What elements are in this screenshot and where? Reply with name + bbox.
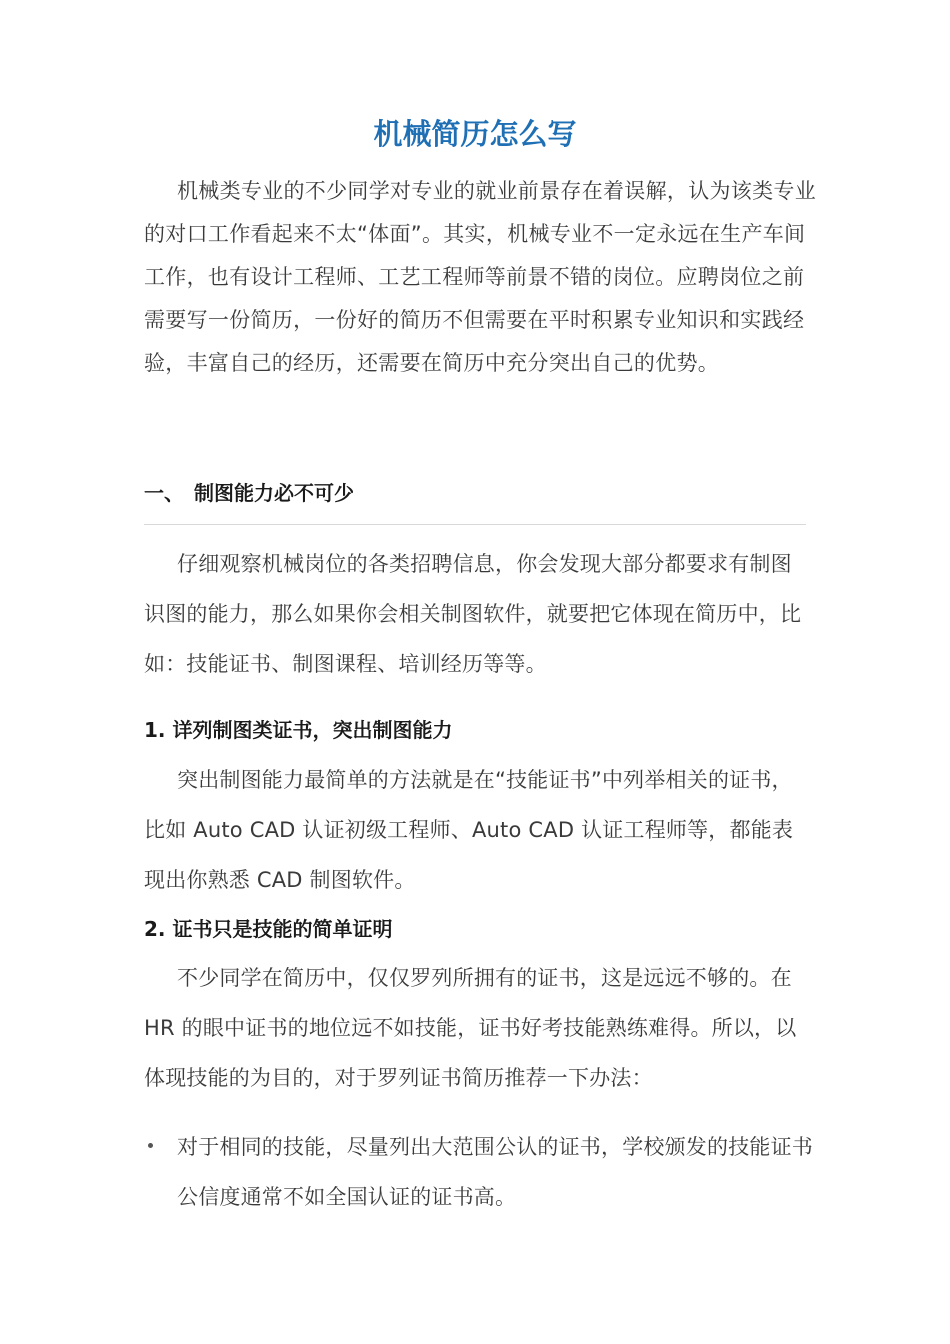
list-item-text: 对于相同的技能，尽量列出大范围公认的证书，学校颁发的技能证书公信度通常不如全国认证的证书高。 [177,1135,813,1209]
section-divider [144,524,806,525]
subsection-heading-2: 2. 证书只是技能的简单证明 [144,917,393,941]
subsection-2-paragraph: 不少同学在简历中，仅仅罗列所拥有的证书，这是远远不够的。在 HR 的眼中证书的地位远不如技能，证书好考技能熟练难得。所以，以体现技能的为目的，对于罗列证书简历推荐一下办法： [144,966,797,1090]
subsection-heading-1: 1. 详列制图类证书，突出制图能力 [144,718,453,742]
subsection-1-paragraph: 突出制图能力最简单的方法就是在“技能证书”中列举相关的证书，比如 Auto CAD 认证初级工程师、Auto CAD 认证工程师等，都能表现出你熟悉 CAD 制图软件。 [144,768,794,892]
section-heading-1 [144,476,354,510]
section-heading-text: 制图能力必不可少 [194,481,354,505]
document-title: 机械简历怎么写 [373,117,577,151]
section-number: 一、 [144,481,184,505]
list-item [144,1122,814,1222]
intro-paragraph: 机械类专业的不少同学对专业的就业前景存在着误解，认为该类专业的对口工作看起来不太“体面”。其实，机械专业不一定永远在生产车间工作，也有设计工程师、工艺工程师等前景不错的岗位。应聘岗位之前需要写一份简历，一份好的简历不但需要在平时积累专业知识和实践经验，丰富自己的经历，还需要在简历中充分突出自己的优势。 [144,179,816,375]
section-1-paragraph: 仔细观察机械岗位的各类招聘信息，你会发现大部分都要求有制图识图的能力，那么如果你会相关制图软件，就要把它体现在简历中，比如：技能证书、制图课程、培训经历等等。 [144,552,802,676]
bullet-icon [148,1143,153,1148]
